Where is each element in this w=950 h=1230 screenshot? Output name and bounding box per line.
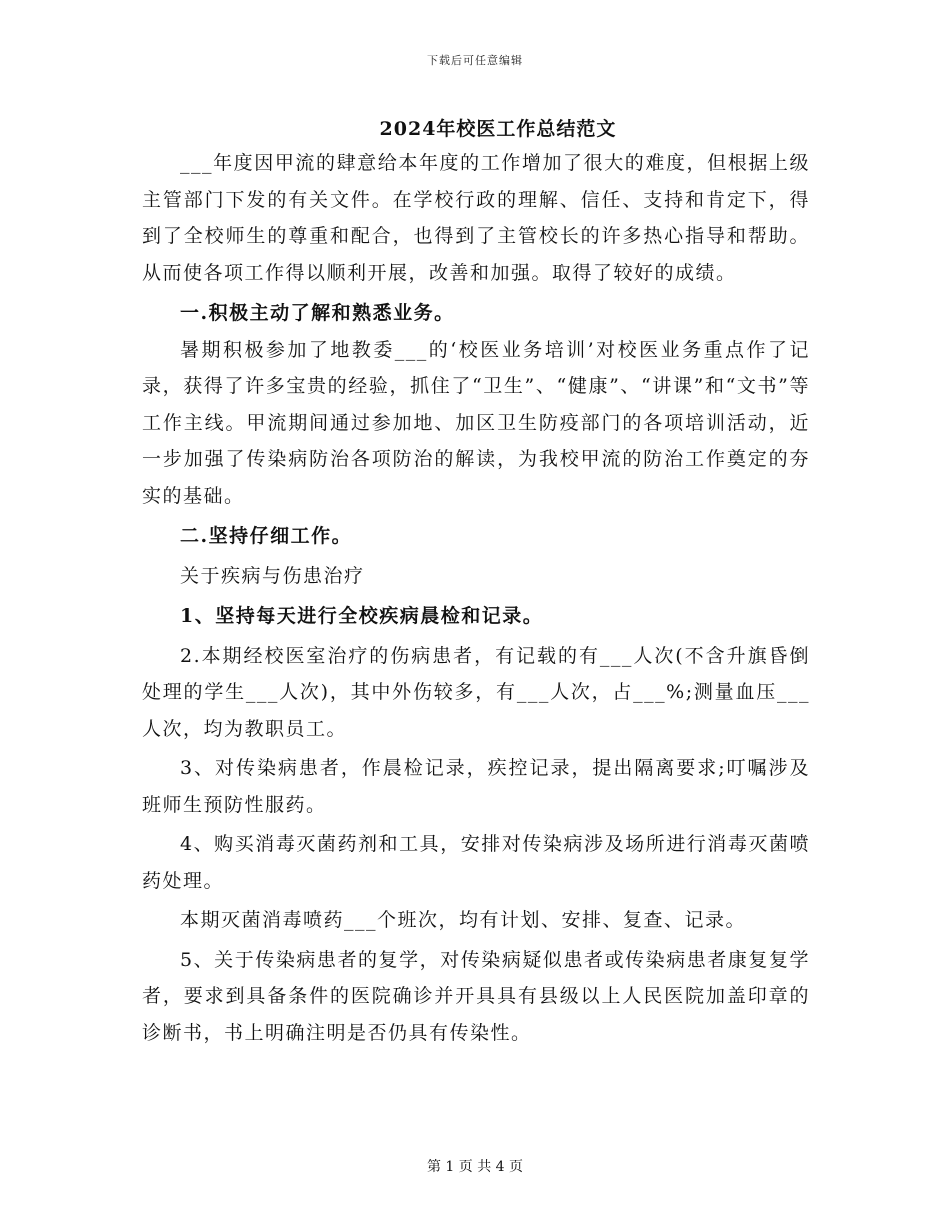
item-2-paragraph: 2.本期经校医室治疗的伤病患者，有记载的有___人次(不含升旗昏倒处理的学生___人次)，其中外伤较多，有___人次，占___%;测量血压___人次，均为教职员工。 xyxy=(142,644,810,740)
document-body xyxy=(142,145,810,1051)
intro-paragraph: ___年度因甲流的肆意给本年度的工作增加了很大的难度，但根据上级主管部门下发的有关文件。在学校行政的理解、信任、支持和肯定下，得到了全校师生的尊重和配合，也得到了主管校长的许多热心指导和帮助。从而使各项工作得以顺利开展，改善和加强。取得了较好的成绩。 xyxy=(142,152,810,284)
page-number-footer: 第 1 页 共 4 页 xyxy=(426,1159,524,1175)
document-title: 2024年校医工作总结范文 xyxy=(379,118,617,140)
item-5-paragraph: 5、关于传染病患者的复学，对传染病疑似患者或传染病患者康复复学者，要求到具备条件的医院确诊并开具具有县级以上人民医院加盖印章的诊断书，书上明确注明是否仍具有传染性。 xyxy=(142,948,810,1044)
item-4-paragraph: 4、购买消毒灭菌药剂和工具，安排对传染病涉及场所进行消毒灭菌喷药处理。 xyxy=(142,833,810,892)
disinfection-paragraph: 本期灭菌消毒喷药___个班次，均有计划、安排、复查、记录。 xyxy=(180,909,747,931)
section-heading-2: 二.坚持仔细工作。 xyxy=(180,525,353,547)
item-3-paragraph: 3、对传染病患者，作晨检记录，疾控记录，提出隔离要求;叮嘱涉及班师生预防性服药。 xyxy=(142,757,810,816)
page-header-note: 下载后可任意编辑 xyxy=(427,54,523,67)
subsection-label: 关于疾病与伤患治疗 xyxy=(180,564,365,587)
item-1-heading: 1、坚持每天进行全校疾病晨检和记录。 xyxy=(180,605,544,627)
section-heading-1: 一.积极主动了解和熟悉业务。 xyxy=(180,302,455,324)
section-1-paragraph: 暑期积极参加了地教委___的‘校医业务培训’对校医业务重点作了记录，获得了许多宝贵的经验，抓住了“卫生”、“健康”、“讲课”和“文书”等工作主线。甲流期间通过参加地、加区卫生防疫部门的各项培训活动，近一步加强了传染病防治各项防治的解读，为我校甲流的防治工作奠定的夯实的基础。 xyxy=(142,338,810,507)
